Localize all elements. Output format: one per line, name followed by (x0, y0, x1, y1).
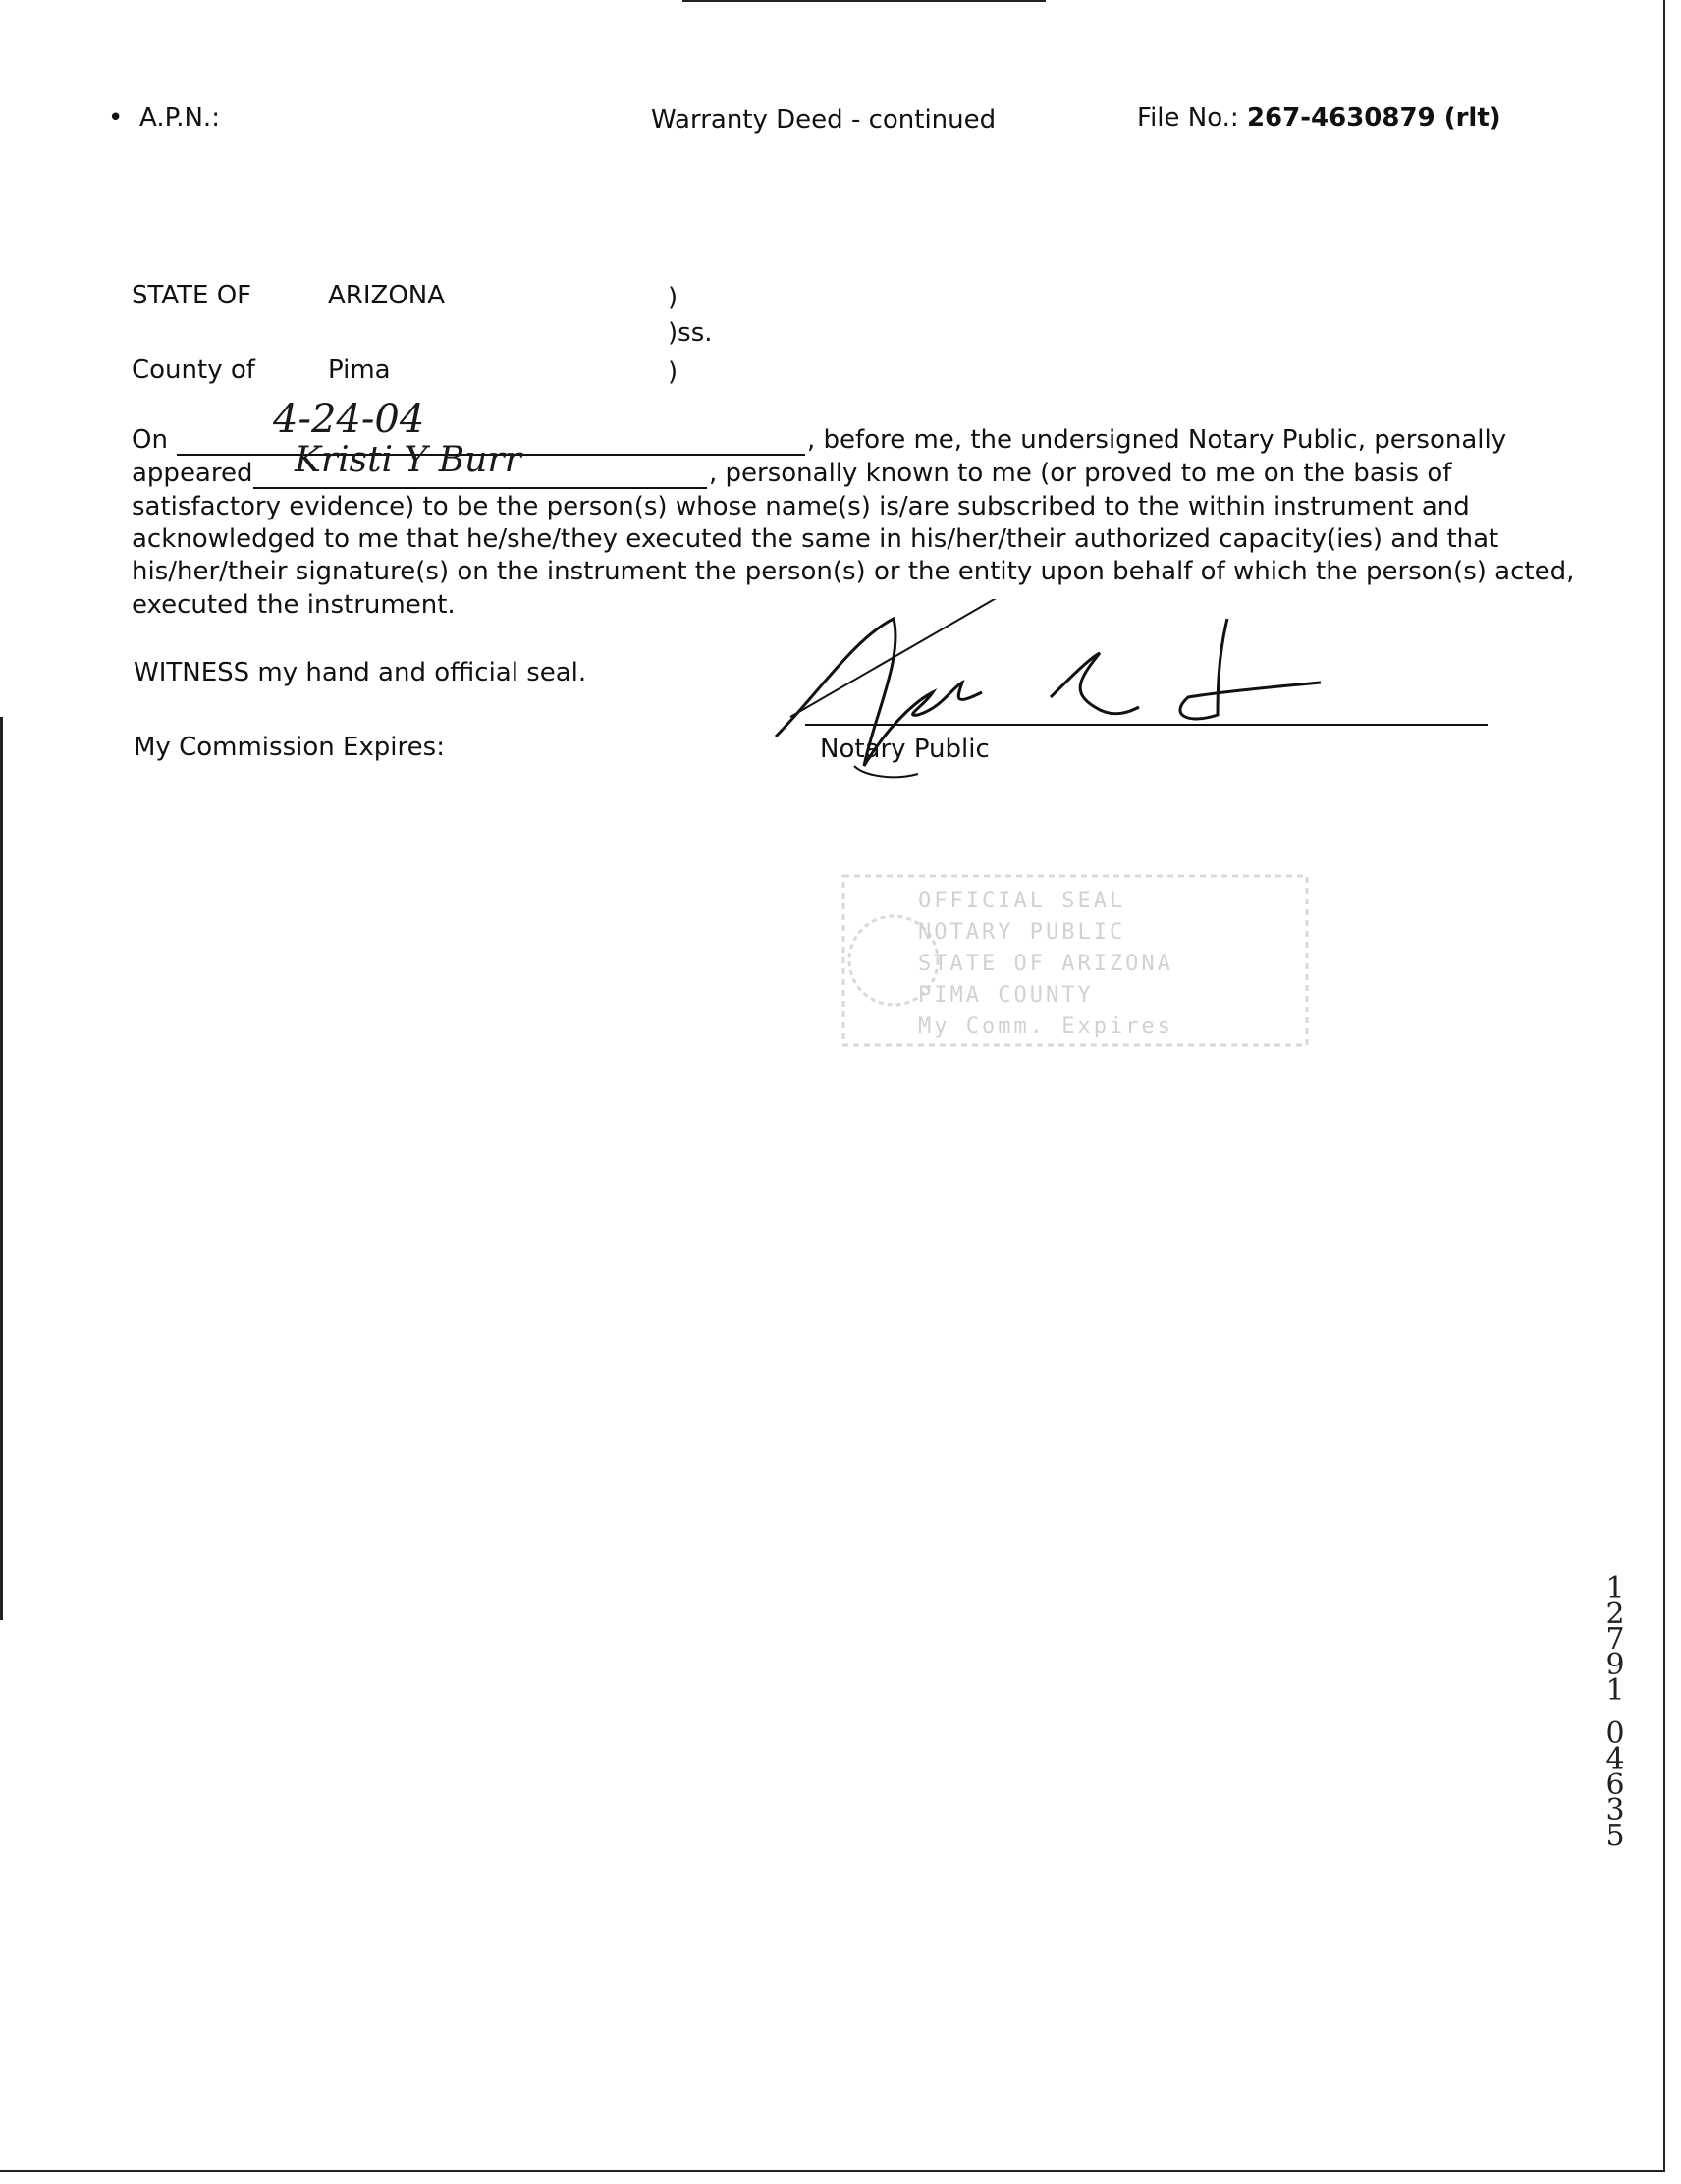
notary-signature (756, 599, 1384, 786)
recording-digit: 1 (1605, 1673, 1625, 1708)
recording-digit: 5 (1605, 1819, 1625, 1853)
venue-paren-bottom: ) (668, 357, 678, 387)
name-blank-line (253, 487, 707, 489)
state-value: ARIZONA (328, 281, 446, 310)
scan-edge-left (0, 717, 3, 1620)
stamp-line: PIMA COUNTY (918, 983, 1094, 1008)
ack-line-2-rest: , personally known to me (or proved to me on the basis of (709, 459, 1452, 488)
venue-ss: )ss. (668, 318, 713, 348)
ack-line-1-rest: , before me, the undersigned Notary Public, personally (807, 425, 1507, 455)
notary-seal-stamp (840, 872, 1311, 1049)
recording-digit: 0 (1605, 1717, 1625, 1751)
notary-public-label: Notary Public (820, 735, 990, 764)
scan-edge-right (1663, 0, 1665, 2170)
ack-line-5: his/her/their signature(s) on the instrument the person(s) or the entity upon behalf of which the person(s) acted, (132, 557, 1575, 586)
recording-digit: 2 (1605, 1597, 1625, 1631)
bullet-mark: • (108, 103, 124, 133)
handwritten-date: 4-24-04 (273, 397, 425, 442)
county-label: County of (132, 355, 255, 385)
document-title: Warranty Deed - continued (651, 105, 997, 135)
stamp-line: OFFICIAL SEAL (918, 889, 1126, 913)
recording-digit: 9 (1605, 1648, 1625, 1682)
recording-digit: 7 (1605, 1622, 1625, 1657)
venue-paren-top: ) (668, 283, 678, 312)
handwritten-name: Kristi Y Burr (295, 440, 521, 480)
stamp-text (918, 886, 1173, 1043)
recording-digit: 3 (1605, 1793, 1625, 1828)
witness-text: WITNESS my hand and official seal. (134, 658, 587, 687)
ack-line-3: satisfactory evidence) to be the person(s) whose name(s) is/are subscribed to the within instrument and (132, 492, 1470, 521)
commission-expires-label: My Commission Expires: (134, 733, 445, 762)
recording-digit: 4 (1605, 1742, 1625, 1776)
recording-digit: 1 (1605, 1571, 1625, 1606)
appeared-label: appeared (132, 459, 253, 488)
file-number: 267-4630879 (rlt) (1246, 103, 1501, 133)
stamp-line: STATE OF ARIZONA (918, 952, 1173, 976)
ack-line-6: executed the instrument. (132, 590, 456, 620)
ack-line-4: acknowledged to me that he/she/they executed the same in his/her/their authorized capacity(ies) and that (132, 524, 1499, 554)
recording-digit: 6 (1605, 1768, 1625, 1802)
recording-number (1600, 1571, 1630, 1853)
on-label: On (132, 425, 168, 455)
scan-edge-bottom (0, 2170, 1665, 2172)
stamp-line: My Comm. Expires (918, 1014, 1173, 1039)
apn-label: A.P.N.: (139, 103, 220, 133)
top-rule (682, 0, 1046, 2)
state-label: STATE OF (132, 281, 252, 310)
county-value: Pima (328, 355, 391, 385)
file-number-label: File No.: (1137, 103, 1239, 133)
stamp-line: NOTARY PUBLIC (918, 920, 1126, 945)
file-number-block (1137, 102, 1501, 135)
